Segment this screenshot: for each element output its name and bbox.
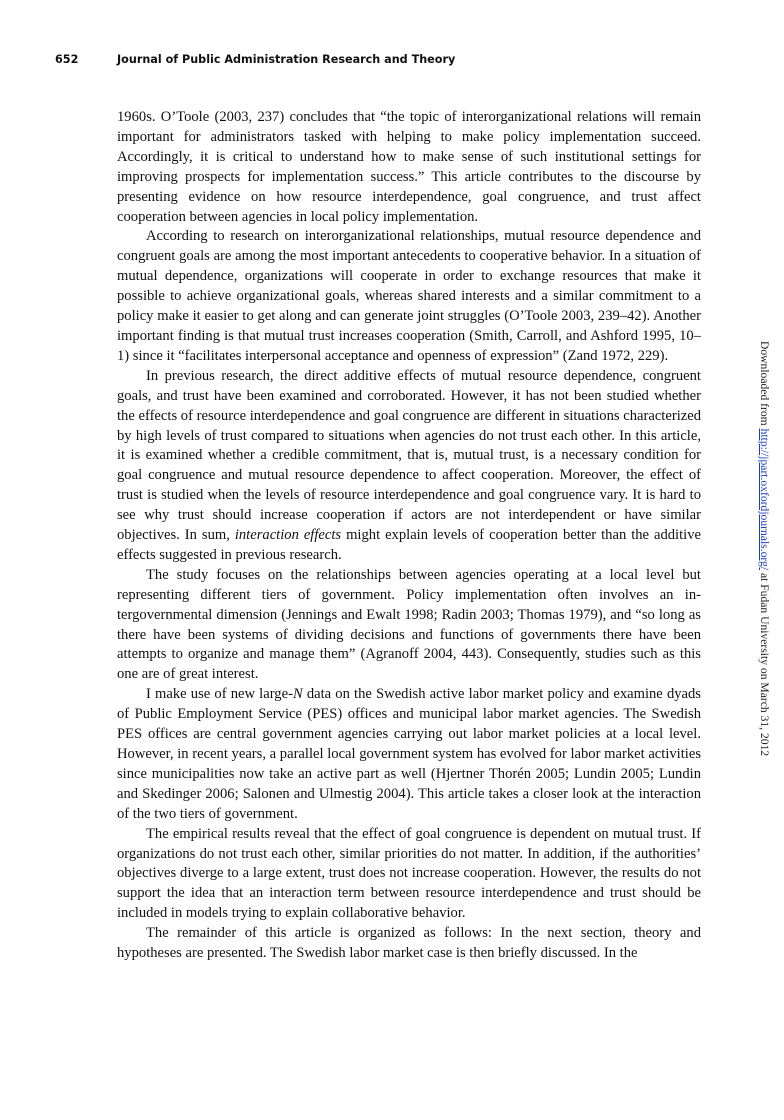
paragraph-4: The study focuses on the relationships between agencies operating at a local level but representing different tiers of government. Policy implementation often involves an intergovernmental dimension (Jennings and Ewalt 1998; Radin 2003; Thomas 1979), and “so long as there have been systems of dividing decisions and functions of governments there have been attempts to organize and manage them” (Agranoff 2004, 443). Consequently, studies such as this one are of great interest. xyxy=(117,566,701,683)
download-notice xyxy=(758,341,771,756)
paragraph-6: The empirical results reveal that the effect of goal congruence is dependent on mutual trust. If organizations do not trust each other, similar priorities do not matter. In addition, if the authorities’ objectives diverge to a large extent, trust does not increase cooperation. However, the results do not support the idea that an interaction term between resource interdependence and trust should be included in models trying to explain collaborative behavior. xyxy=(117,825,701,922)
emphasis-interaction-effects: interaction effects xyxy=(234,527,342,544)
paragraph-3 xyxy=(117,367,701,566)
paragraph-3-text-b: might explain levels of cooperation better than the additive effects suggested in previous research. xyxy=(117,527,701,563)
article-body xyxy=(117,108,701,964)
paragraph-1: 1960s. O’Toole (2003, 237) concludes that “the topic of interorganizational relations will remain important for administrators tasked with helping to make policy implementation succeed. Accordingly, it is critical to understand how to make sense of such institutional settings for improving prospects for implementation success.” This article contributes to the discourse by presenting evidence on how resource interdependence, goal congruence, and trust affect cooperation between agencies in local policy implementation. xyxy=(117,109,701,225)
paragraph-5 xyxy=(117,685,701,824)
page-number: 652 xyxy=(55,53,79,66)
download-notice-prefix: Downloaded from xyxy=(758,341,771,429)
emphasis-large-n: N xyxy=(292,686,303,703)
paragraph-2: According to research on interorganizational relationships, mutual resource dependence and congruent goals are among the most important antecedents to cooperative behavior. In a situation of mutual dependence, organizations will cooperate in order to exchange resources that make it possible to achieve organizational goals, whereas shared interests and a similar commitment to a policy make it easier to get along and can generate joint struggles (O’Toole 2003, 239–42). Another important finding is that mutual trust increases cooperation (Smith, Carroll, and Ashford 1995, 10–1) since it “facilitates interpersonal acceptance and openness of expression” (Zand 1972, 229). xyxy=(117,228,701,364)
paragraph-3-text-a: In previous research, the direct additive effects of mutual resource dependence, congruent goals, and trust have been examined and corroborated. However, it has not been studied whether the effects of resource interdependence and goal congruence are different in situations characterized by high levels of trust compared to situations when agencies do not trust each other. In this article, it is examined whether a credible commitment, that is, mutual trust, is a necessary condition for goal congruence and mutual resource dependence to affect cooperation. Moreover, the effect of trust is studied when the levels of resource interdependence and goal congruence vary. It is hard to see why trust should increase cooperation if actors are not interdependent or have similar objectives. In sum, xyxy=(117,367,701,544)
download-link[interactable]: http://jpart.oxfordjournals.org/ xyxy=(758,428,771,571)
paragraph-7: The remainder of this article is organized as follows: In the next section, theory and hypotheses are presented. The Swedish labor market case is then briefly discussed. In the xyxy=(117,925,701,962)
paragraph-5-text-b: data on the Swedish active labor market policy and examine dyads of Public Employment Service (PES) offices and municipal labor market agencies. The Swedish PES offices are central government agencies carrying out labor market policies at a local level. However, in recent years, a parallel local government system has evolved for labor market activities since municipalities now take an active part as well (Hjertner Thorén 2005; Lundin 2005; Lundin and Skedinger 2006; Salonen and Ulmestig 2004). This article takes a closer look at the interaction of the two tiers of government. xyxy=(117,686,701,822)
journal-title: Journal of Public Administration Research and Theory xyxy=(117,53,456,66)
paragraph-5-text-a: I make use of new large- xyxy=(146,686,293,703)
download-notice-suffix: at Fudan University on March 31, 2012 xyxy=(758,570,771,757)
